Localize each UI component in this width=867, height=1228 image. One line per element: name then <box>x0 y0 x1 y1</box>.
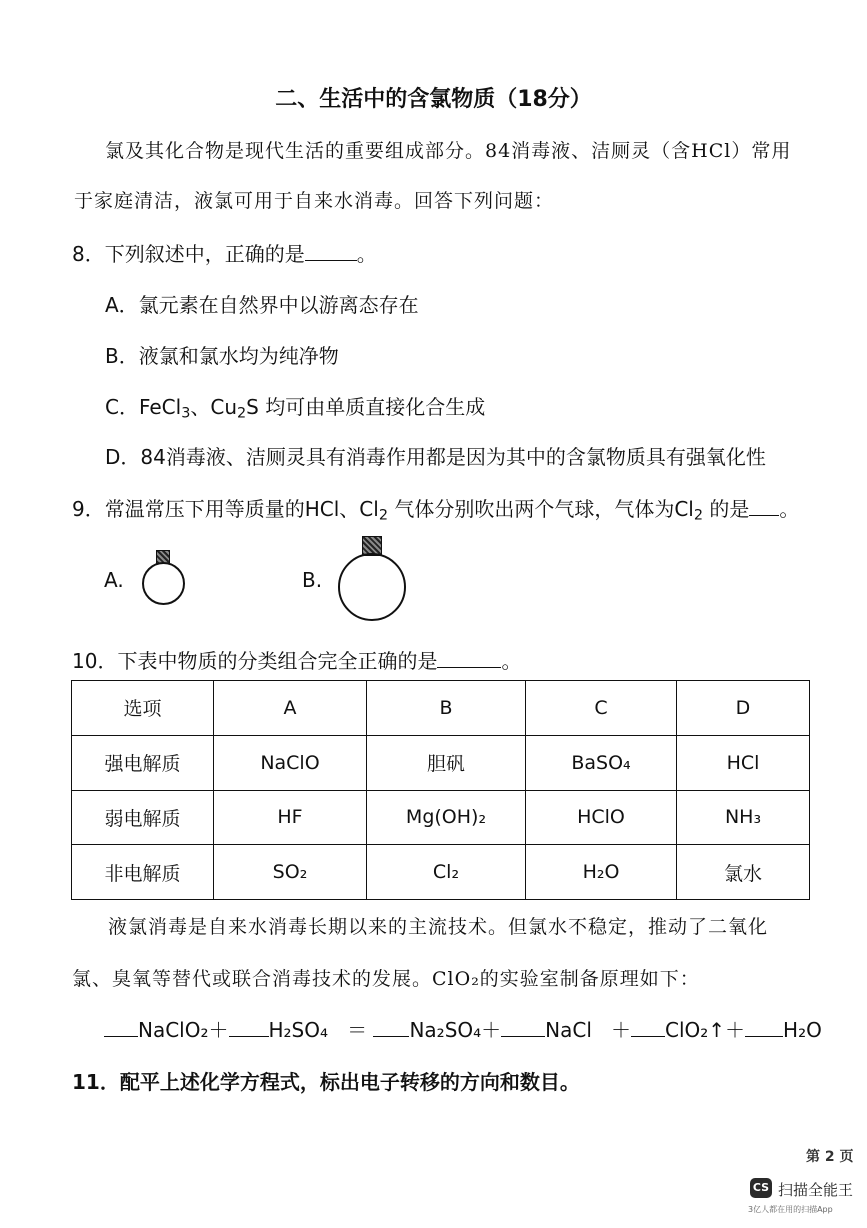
q9-end: 。 <box>779 497 800 521</box>
question-8-text: 8．下列叙述中，正确的是 <box>72 242 305 266</box>
answer-blank-8[interactable] <box>305 240 357 261</box>
balloon-a-circle <box>142 562 185 605</box>
answer-blank-10[interactable] <box>437 647 501 668</box>
equation-term-1: NaClO₂＋ <box>138 1018 229 1042</box>
q9-sub-1: 2 <box>378 507 388 524</box>
page-number-fragment: 第 2 页 <box>806 1149 854 1165</box>
equation-term-6: H₂O <box>783 1018 822 1042</box>
option-c-sub-1: 3 <box>181 405 191 422</box>
coefficient-blank-3[interactable] <box>373 1016 409 1037</box>
table-cell: Mg(OH)₂ <box>367 790 526 845</box>
question-10-stem <box>72 645 521 674</box>
q10-text: 10．下表中物质的分类组合完全正确的是 <box>72 649 438 673</box>
question-8-option-d: D．84消毒液、洁厕灵具有消毒作用都是因为其中的含氯物质具有强氧化性 <box>105 445 766 469</box>
equation-term-3: Na₂SO₄＋ <box>409 1018 502 1042</box>
table-header-cell: D <box>677 681 810 736</box>
table-row-label: 弱电解质 <box>72 790 214 845</box>
table-header-cell: A <box>214 681 367 736</box>
equation-term-5: ClO₂↑＋ <box>664 1018 746 1042</box>
table-header-cell: B <box>367 681 526 736</box>
table-cell: HF <box>214 790 367 845</box>
coefficient-blank-4[interactable] <box>501 1016 545 1037</box>
q9-text-1: 9．常温常压下用等质量的HCl、Cl <box>72 497 379 521</box>
table-row-label: 强电解质 <box>72 735 214 790</box>
equation-plus: ＋ <box>610 1018 631 1042</box>
question-9-stem <box>72 493 799 524</box>
table-cell: BaSO₄ <box>526 735 677 790</box>
balloon-b-circle <box>338 553 406 621</box>
camscanner-name: 扫描全能王 <box>778 1181 854 1199</box>
table-header-cell: C <box>526 681 677 736</box>
intro-line-2: 于家庭清洁，液氯可用于自来水消毒。回答下列问题： <box>74 190 555 212</box>
intro-line-1: 氯及其化合物是现代生活的重要组成部分。84消毒液、洁厕灵（含HCl）常用 <box>105 140 792 162</box>
camscanner-tagline: 3亿人都在用的扫描App <box>748 1205 833 1214</box>
camscanner-logo-icon: CS <box>750 1178 772 1198</box>
option-c-text-1: C．FeCl <box>105 395 182 419</box>
question-8-option-b: B．液氯和氯水均为纯净物 <box>105 344 339 368</box>
q9-text-3: 的是 <box>703 497 750 521</box>
table-cell: HCl <box>677 735 810 790</box>
table-cell: H₂O <box>526 845 677 900</box>
equation-equals: ＝ <box>347 1018 368 1042</box>
table-cell: 胆矾 <box>367 735 526 790</box>
section-title: 二、生活中的含氯物质（18分） <box>275 87 592 112</box>
question-8-stem <box>72 238 377 267</box>
table-cell: NH₃ <box>677 790 810 845</box>
question-11-stem: 11．配平上述化学方程式，标出电子转移的方向和数目。 <box>72 1070 580 1094</box>
q9-text-2: 气体分别吹出两个气球，气体为Cl <box>387 497 694 521</box>
table-cell: NaClO <box>214 735 367 790</box>
table-row <box>72 845 810 900</box>
option-c-sub-2: 2 <box>237 405 247 422</box>
option-c-text-2: 、Cu <box>190 395 237 419</box>
table-cell: Cl₂ <box>367 845 526 900</box>
equation-term-2: H₂SO₄ <box>268 1018 329 1042</box>
coefficient-blank-5[interactable] <box>631 1016 665 1037</box>
balloon-label-b: B. <box>302 568 323 592</box>
q10-end: 。 <box>501 649 522 673</box>
coefficient-blank-1[interactable] <box>104 1016 138 1037</box>
coefficient-blank-2[interactable] <box>229 1016 269 1037</box>
table-row <box>72 735 810 790</box>
table-row <box>72 790 810 845</box>
option-c-text-3: S 均可由单质直接化合生成 <box>246 395 486 419</box>
question-8-option-a: A．氯元素在自然界中以游离态存在 <box>105 293 419 317</box>
table-cell: 氯水 <box>677 845 810 900</box>
question-8-end: 。 <box>356 242 377 266</box>
table-cell: HClO <box>526 790 677 845</box>
q9-sub-2: 2 <box>693 507 704 524</box>
balloon-label-a: A. <box>104 568 124 592</box>
chemical-equation <box>104 1014 822 1043</box>
answer-blank-9[interactable] <box>749 495 779 516</box>
table-header-cell: 选项 <box>72 681 214 736</box>
passage-line-1: 液氯消毒是自来水消毒长期以来的主流技术。但氯水不稳定，推动了二氧化 <box>108 916 769 938</box>
coefficient-blank-6[interactable] <box>745 1016 783 1037</box>
table-row-label: 非电解质 <box>72 845 214 900</box>
passage-line-2: 氯、臭氧等替代或联合消毒技术的发展。ClO₂的实验室制备原理如下： <box>72 968 700 990</box>
equation-term-4: NaCl <box>545 1018 592 1042</box>
classification-table <box>71 680 810 900</box>
table-header-row <box>72 681 810 736</box>
table-cell: SO₂ <box>214 845 367 900</box>
question-8-option-c <box>105 391 485 422</box>
